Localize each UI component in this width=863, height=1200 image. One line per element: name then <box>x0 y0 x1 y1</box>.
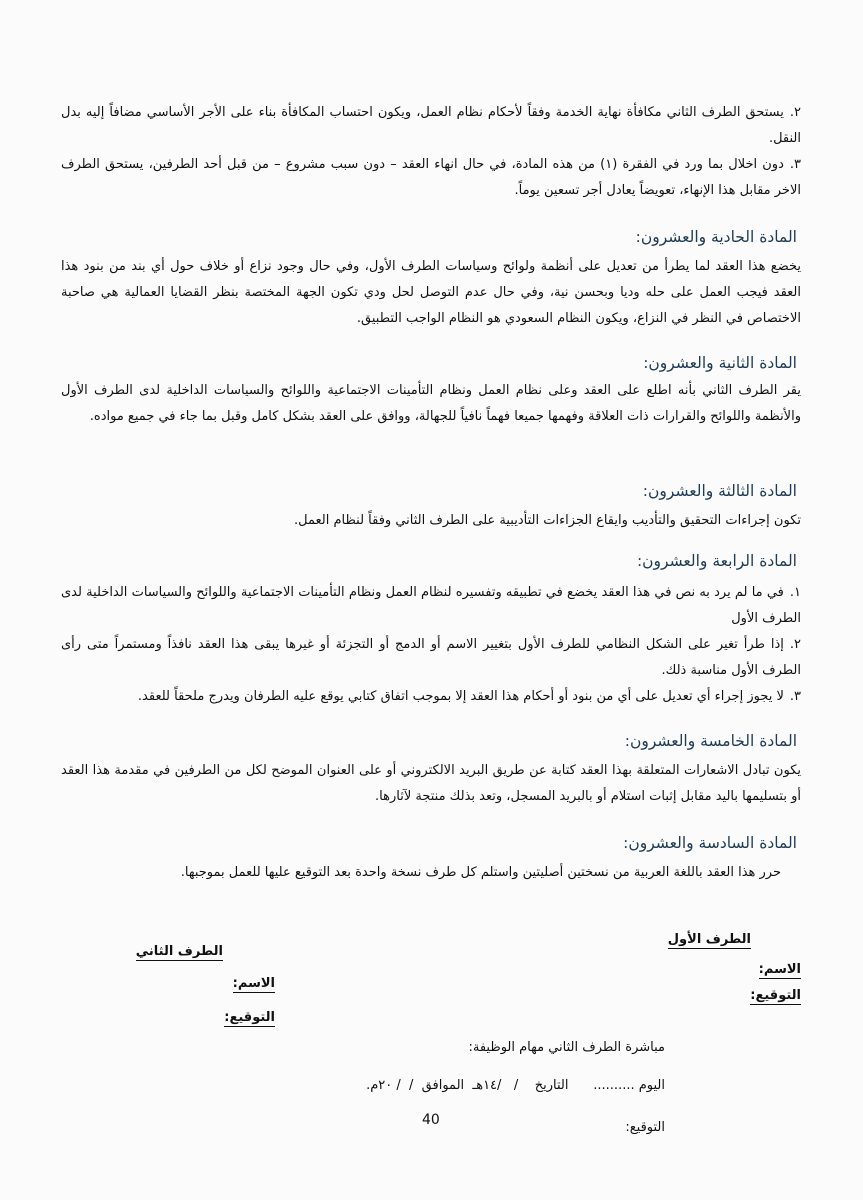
item-number: ٢. <box>789 637 801 652</box>
article-26-heading: المادة السادسة والعشرون: <box>623 834 797 852</box>
article-26-body <box>61 860 781 886</box>
article-23-body <box>61 508 801 534</box>
article-23-text: تكون إجراءات التحقيق والتأديب وايقاع الجزاءات التأديبية على الطرف الثاني وفقاً لنظام العمل. <box>294 513 801 528</box>
first-party-title: الطرف الأول <box>667 932 751 947</box>
item-number: ٣. <box>789 689 801 704</box>
page-number: 40 <box>422 1112 440 1128</box>
item-text: دون اخلال بما ورد في الفقرة (١) من هذه المادة، في حال انهاء العقد – دون سبب مشروع – من قبل أحد الطرفين، يستحق الطرف الاخر مقابل هذا الإنهاء، تعويضاً يعادل أجر تسعين يوماً. <box>61 157 801 198</box>
article-22-heading: المادة الثانية والعشرون: <box>643 354 797 372</box>
article-25-body <box>61 758 801 810</box>
article-26-text: حرر هذا العقد باللغة العربية من نسختين أصليتين واستلم كل طرف نسخة واحدة بعد التوقيع عليها للعمل بموجبها. <box>180 865 781 880</box>
item-text: لا يجوز إجراء أي تعديل على أي من بنود أو أحكام هذا العقد إلا بموجب اتفاق كتابي يوقع عليه الطرفان ويدرج ملحقاً للعقد. <box>137 689 784 704</box>
article-21-text: يخضع هذا العقد لما يطرأ من تعديل على أنظمة ولوائح وسياسات الطرف الأول، وفي حال وجود نزاع أو خلاف حول أي بند من بنود هذا العقد فيجب العمل على حله وديا وبحسن نية، وفي حال عدم التوصل لحل ودي تكون الجهة المختصة بنظر القضايا العمالية هي صاحبة الاختصاص في النظر في النزاع، ويكون النظام السعودي هو النظام الواجب التطبيق. <box>61 259 801 326</box>
article-21-body <box>61 254 801 332</box>
item-text: في ما لم يرد به نص في هذا العقد يخضع في تطبيقه وتفسيره لنظام العمل ونظام التأمينات الاجتماعية واللوائح والسياسات الداخلية لدى الطرف الأول <box>61 585 801 626</box>
commencement-date-line: اليوم .......... التاريخ / /١٤هـ الموافق / / ٢٠م. <box>366 1078 665 1093</box>
top-item-2 <box>61 100 801 152</box>
article-24-item-1 <box>61 580 801 632</box>
top-item-3 <box>61 152 801 204</box>
article-22-body <box>61 378 801 430</box>
article-24-item-3 <box>61 684 801 710</box>
article-25-heading: المادة الخامسة والعشرون: <box>624 732 797 750</box>
item-text: إذا طرأ تغير على الشكل النظامي للطرف الأول بتغيير الاسم أو الدمج أو التجزئة أو غيرها يبقى هذا العقد نافذاً ومستمراً متى رأى الطرف الأول مناسبة ذلك. <box>61 637 801 678</box>
second-party-signature-label: التوقيع: <box>224 1010 275 1025</box>
article-23-heading: المادة الثالثة والعشرون: <box>642 482 797 500</box>
article-24-item-2 <box>61 632 801 684</box>
article-21-heading: المادة الحادية والعشرون: <box>635 228 797 246</box>
item-number: ٣. <box>789 157 801 172</box>
commencement-signature-label: التوقيع: <box>625 1120 665 1135</box>
item-text: يستحق الطرف الثاني مكافأة نهاية الخدمة وفقاً لأحكام نظام العمل، ويكون احتساب المكافأة بناء على الأجر الأساسي مضافاً إليه بدل النقل. <box>61 105 801 146</box>
article-25-text: يكون تبادل الاشعارات المتعلقة بهذا العقد كتابة عن طريق البريد الالكتروني أو على العنوان الموضح لكل من الطرفين في مقدمة هذا العقد أو بتسليمها باليد مقابل إثبات استلام أو بالبريد المسجل، وتعد بذلك منتجة لآثارها. <box>61 763 801 804</box>
article-22-text: يقر الطرف الثاني بأنه اطلع على العقد وعلى نظام العمل ونظام التأمينات الاجتماعية واللوائح والسياسات الداخلية لدى الطرف الأول والأنظمة واللوائح والقرارات ذات العلاقة وفهمها جميعا فهماً نافياً للجهالة، ووافق على العقد بشكل كامل وقبل بما جاء في جميع مواده. <box>61 383 801 424</box>
item-number: ٢. <box>789 105 801 120</box>
first-party-signature-label: التوقيع: <box>750 988 801 1003</box>
commencement-title: مباشرة الطرف الثاني مهام الوظيفة: <box>468 1040 665 1055</box>
article-24-heading: المادة الرابعة والعشرون: <box>636 552 797 570</box>
second-party-name-label: الاسم: <box>232 976 275 991</box>
first-party-name-label: الاسم: <box>758 962 801 977</box>
item-number: ١. <box>789 585 801 600</box>
second-party-title: الطرف الثاني <box>135 944 223 959</box>
